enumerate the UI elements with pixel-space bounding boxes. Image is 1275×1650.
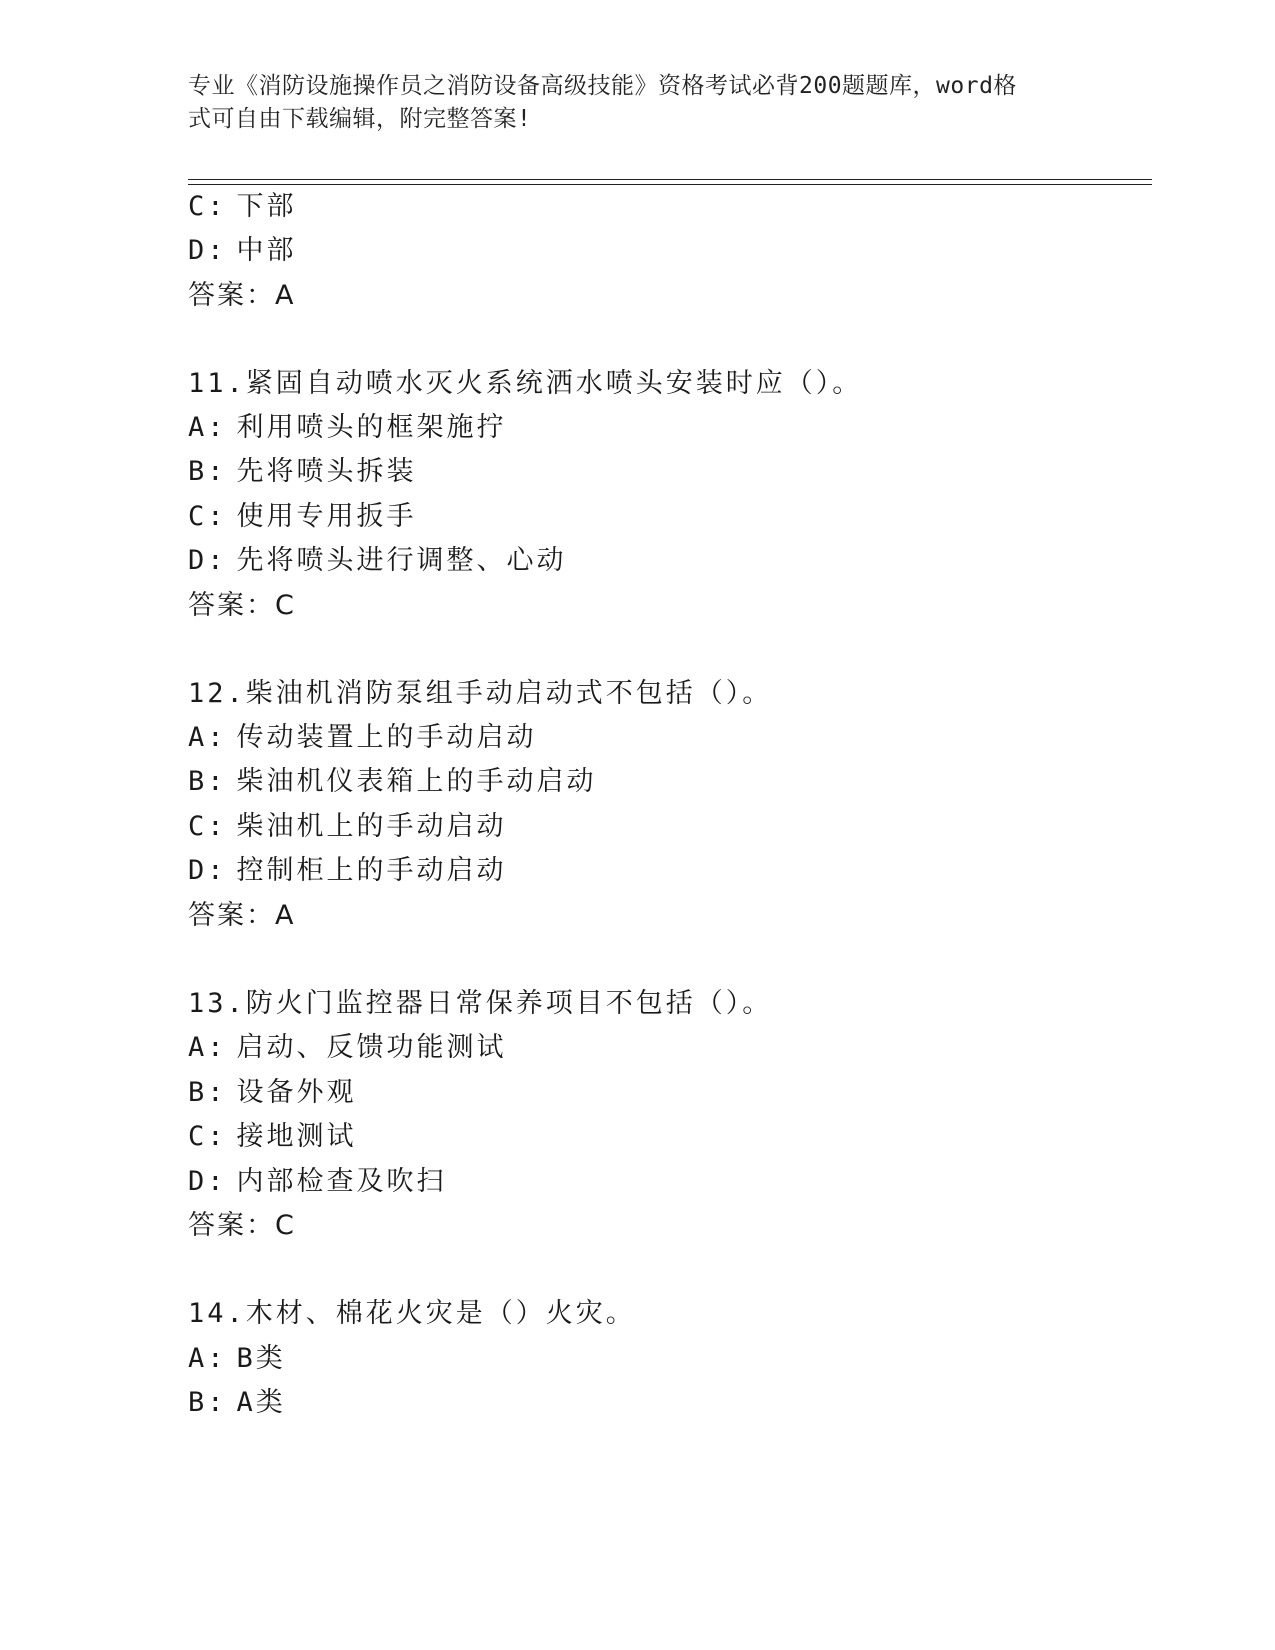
option-text: 下部 xyxy=(236,191,297,222)
option-text: 内部检查及吹扫 xyxy=(236,1166,447,1197)
option-text: 设备外观 xyxy=(236,1077,357,1108)
question-12-stem: 12.柴油机消防泵组手动启动式不包括（）。 xyxy=(188,678,773,709)
question-13-option-b: B: 设备外观 xyxy=(188,1077,357,1108)
header-rule-top xyxy=(188,179,1152,180)
option-text: 柴油机仪表箱上的手动启动 xyxy=(236,766,597,797)
header-rule-bottom xyxy=(188,184,1152,185)
question-12-option-c: C: 柴油机上的手动启动 xyxy=(188,811,507,842)
question-11-option-a: A: 利用喷头的框架施拧 xyxy=(188,412,507,443)
question-13-answer: 答案：C xyxy=(188,1210,296,1241)
document-header xyxy=(188,70,1068,136)
option-text: A类 xyxy=(236,1387,286,1418)
question-11-option-d: D: 先将喷头进行调整、心动 xyxy=(188,545,567,576)
question-12-option-b: B: 柴油机仪表箱上的手动启动 xyxy=(188,766,597,797)
question-11-option-c: C: 使用专用扳手 xyxy=(188,501,417,532)
option-text: 先将喷头拆装 xyxy=(236,456,417,487)
question-14-option-a: A: B类 xyxy=(188,1343,286,1374)
question-11-stem: 11.紧固自动喷水灭火系统洒水喷头安装时应（）。 xyxy=(188,368,863,399)
option-text: 利用喷头的框架施拧 xyxy=(236,412,507,443)
option-text: 使用专用扳手 xyxy=(236,501,417,532)
option-c: C: 下部 xyxy=(188,191,297,222)
question-11-option-b: B: 先将喷头拆装 xyxy=(188,456,417,487)
answer-line: 答案：A xyxy=(188,280,296,311)
question-12-answer: 答案：A xyxy=(188,900,296,931)
question-14-stem: 14.木材、棉花火灾是（）火灾。 xyxy=(188,1298,636,1329)
question-13-option-c: C: 接地测试 xyxy=(188,1121,357,1152)
option-text: B类 xyxy=(236,1343,286,1374)
option-text: 接地测试 xyxy=(236,1121,357,1152)
option-d: D: 中部 xyxy=(188,235,297,266)
option-text: 启动、反馈功能测试 xyxy=(236,1032,507,1063)
option-text: 中部 xyxy=(236,235,297,266)
question-13-stem: 13.防火门监控器日常保养项目不包括（）。 xyxy=(188,988,773,1019)
option-text: 柴油机上的手动启动 xyxy=(236,811,507,842)
option-text: 传动装置上的手动启动 xyxy=(236,722,537,753)
question-12-option-d: D: 控制柜上的手动启动 xyxy=(188,855,507,886)
question-12-option-a: A: 传动装置上的手动启动 xyxy=(188,722,537,753)
question-14-option-b: B: A类 xyxy=(188,1387,286,1418)
question-13-option-a: A: 启动、反馈功能测试 xyxy=(188,1032,507,1063)
header-line-1: 专业《消防设施操作员之消防设备高级技能》资格考试必背200题题库，word格 xyxy=(188,73,1017,99)
option-text: 先将喷头进行调整、心动 xyxy=(236,545,567,576)
option-text: 控制柜上的手动启动 xyxy=(236,855,507,886)
question-13-option-d: D: 内部检查及吹扫 xyxy=(188,1166,447,1197)
question-11-answer: 答案：C xyxy=(188,590,296,621)
header-line-2: 式可自由下载编辑，附完整答案! xyxy=(188,106,532,132)
